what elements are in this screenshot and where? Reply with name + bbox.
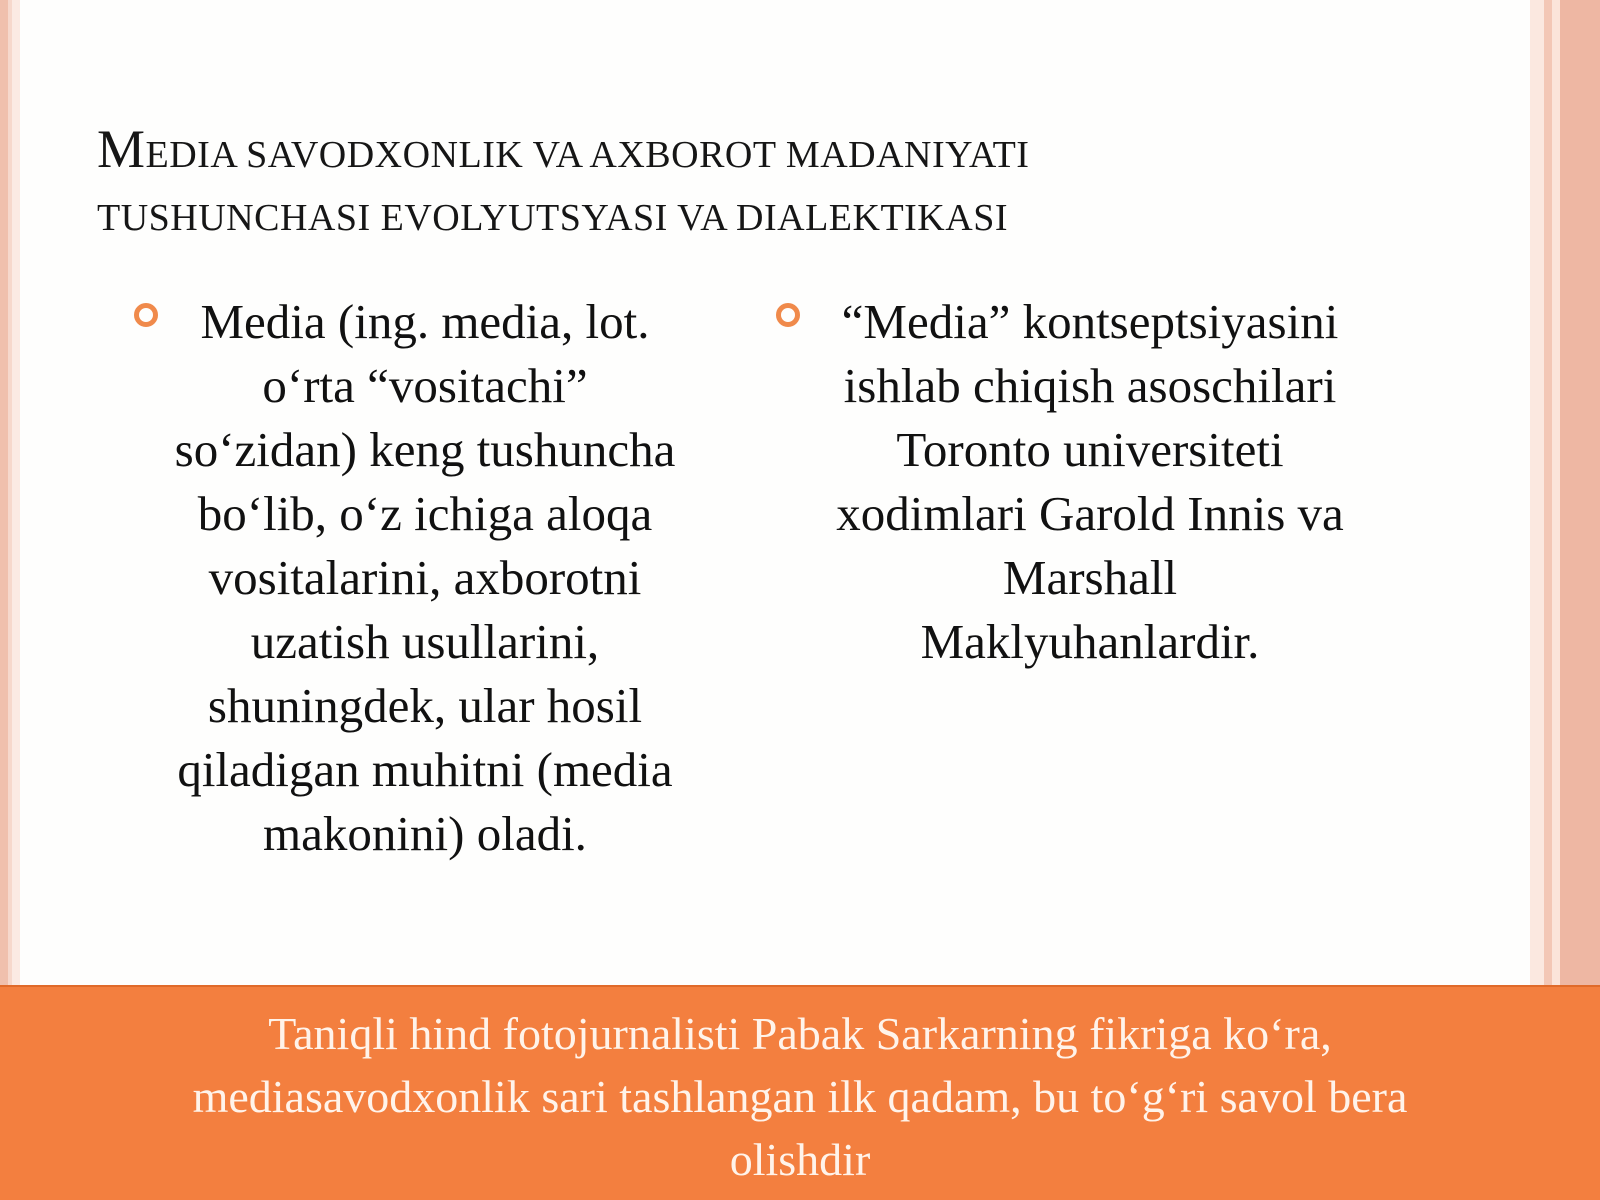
bullet-line: ishlab chiqish asoschilari xyxy=(843,358,1337,413)
bullet-right xyxy=(795,290,1385,674)
bullet-line: makonini) oladi. xyxy=(263,806,587,861)
title-initial-letter: M xyxy=(97,119,146,179)
bullet-line: bo‘lib, o‘z ichiga aloqa xyxy=(197,486,653,541)
bullet-line: so‘zidan) keng tushuncha xyxy=(174,422,676,477)
footer-quote xyxy=(60,1002,1540,1191)
bullet-line: Media (ing. media, lot. xyxy=(200,294,650,349)
footer-line: mediasavodxonlik sari tashlangan ilk qadam, bu to‘g‘ri savol bera xyxy=(192,1071,1408,1122)
bullet-line: o‘rta “vositachi” xyxy=(262,358,588,413)
bullet-line: qiladigan muhitni (media xyxy=(177,742,673,797)
bullet-left xyxy=(145,290,705,866)
title-line-2: TUSHUNCHASI EVOLYUTSYASI VA DIALEKTIKASI xyxy=(97,197,1008,239)
bullet-line: xodimlari Garold Innis va xyxy=(836,486,1344,541)
title-line-1-rest: EDIA SAVODXONLIK VA AXBOROT MADANIYATI xyxy=(145,134,1030,176)
footer-line: olishdir xyxy=(729,1134,871,1185)
bullet-line: Maklyuhanlardir. xyxy=(920,614,1260,669)
bullet-line: Toronto universiteti xyxy=(896,422,1284,477)
bullet-line: vositalarini, axborotni xyxy=(208,550,642,605)
bullet-line: shuningdek, ular hosil xyxy=(207,678,643,733)
bullet-line: “Media” kontseptsiyasini xyxy=(841,294,1339,349)
bullet-line: Marshall xyxy=(1002,550,1178,605)
footer-line: Taniqli hind fotojurnalisti Pabak Sarkarning fikriga ko‘ra, xyxy=(268,1008,1332,1059)
bullet-line: uzatish usullarini, xyxy=(250,614,600,669)
slide-title xyxy=(97,118,1397,250)
